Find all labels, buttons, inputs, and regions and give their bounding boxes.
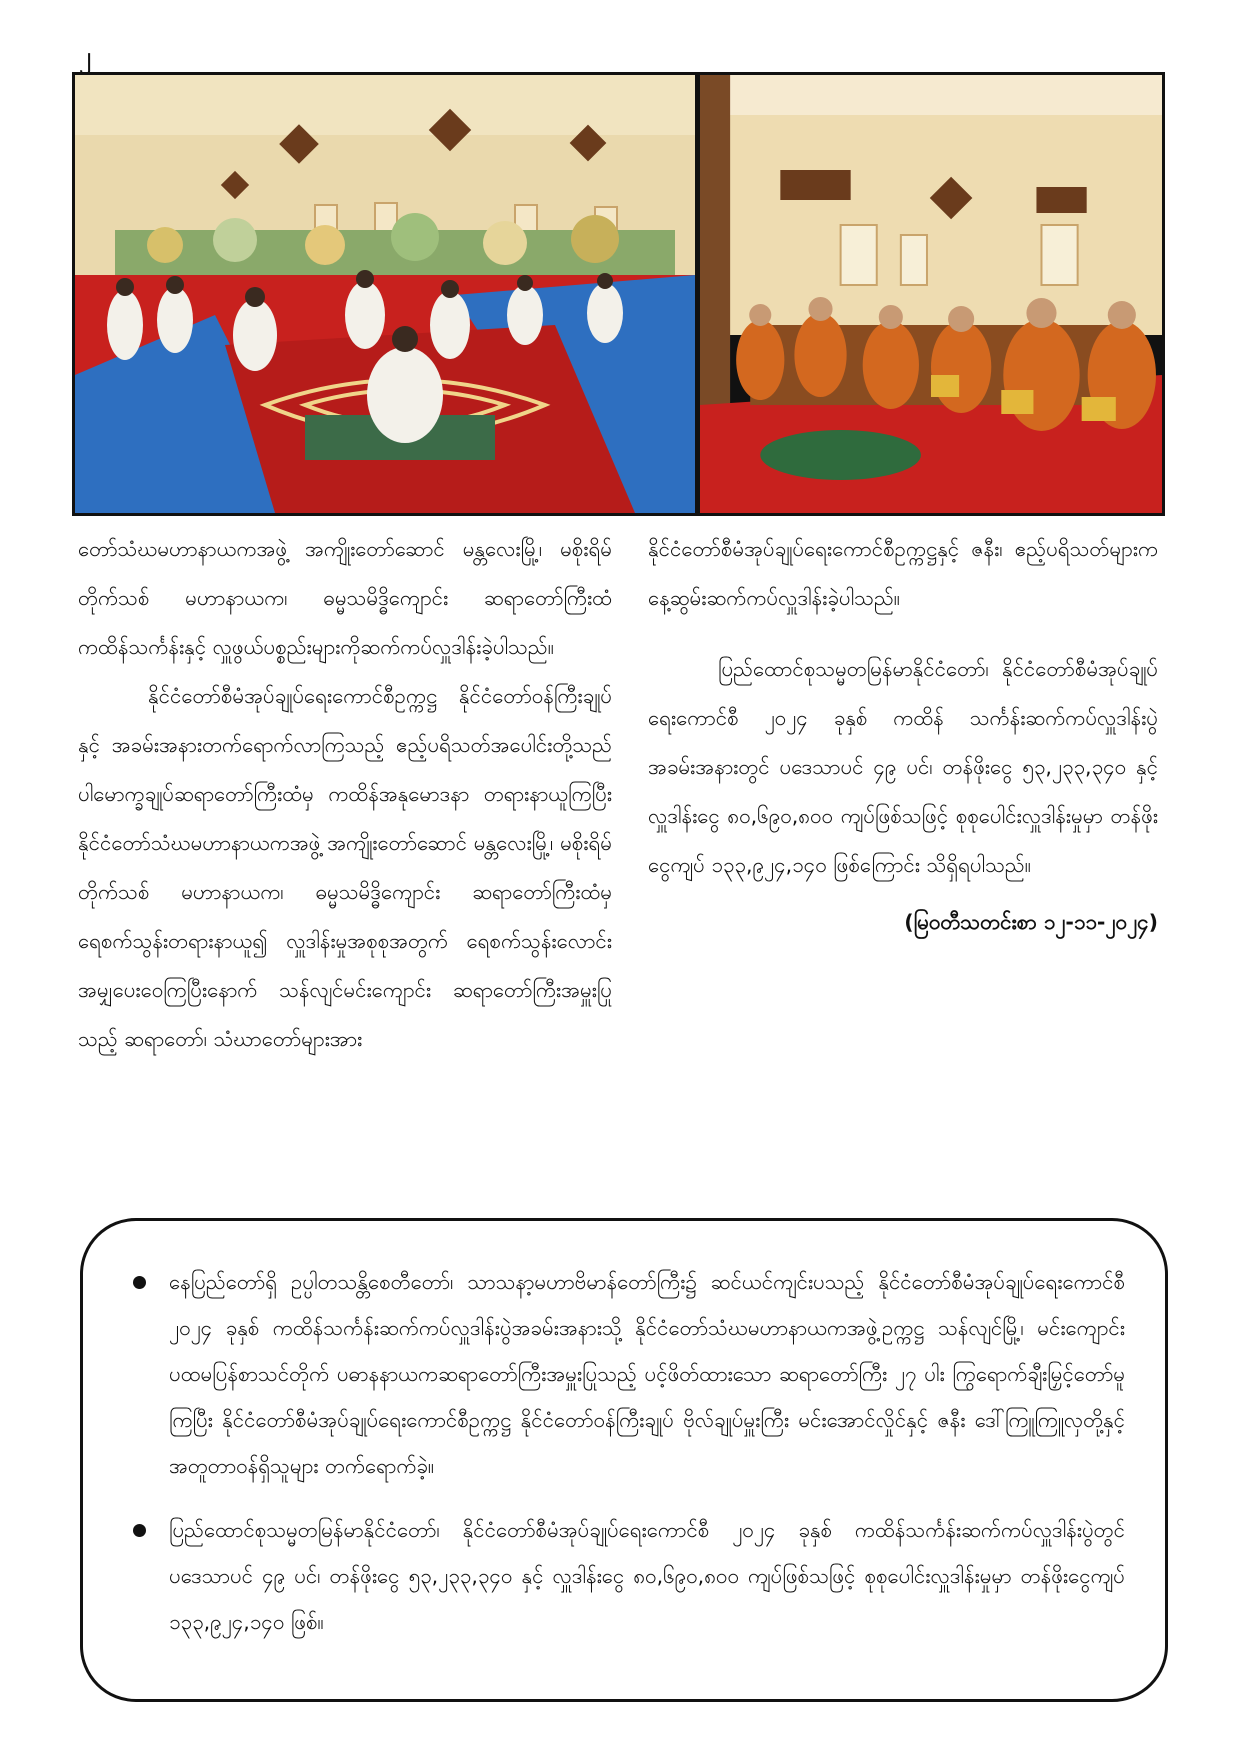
photo-strip (72, 72, 1165, 516)
photo-monks-seated-image (700, 75, 1162, 513)
page-number: ၂ (79, 42, 91, 70)
summary-box (80, 1218, 1168, 1702)
summary-item (133, 1507, 1125, 1645)
photo-ceremony-hall-attendees-image (75, 75, 695, 513)
bullet-icon (133, 1524, 146, 1537)
summary-item (133, 1259, 1125, 1489)
summary-list (133, 1259, 1125, 1645)
article-paragraph: နိုင်ငံတော်စီမံအုပ်ချုပ်ရေးကောင်စီဥက္ကဋ္ဌနှင့် ဇနီး၊ ဧည့်ပရိသတ်များက နေ့ဆွမ်းဆက်ကပ်လှူဒါန်းခဲ့ပါသည်။ (648, 537, 1158, 610)
article-paragraph: နိုင်ငံတော်စီမံအုပ်ချုပ်ရေးကောင်စီဥက္ကဋ္ဌ နိုင်ငံတော်ဝန်ကြီးချုပ်နှင့် အခမ်းအနားတက်ရောက်လာကြသည့် ဧည့်ပရိသတ်အပေါင်းတို့သည် ပါမောက္ခချုပ်ဆရာတော်ကြီးထံမှ ကထိန်အနုမောဒနာ တရားနာယူကြပြီး နိုင်ငံတော်သံဃမဟာနာယကအဖွဲ့ အကျိုးတော်ဆောင် မန္တလေးမြို့၊ မစိုးရိမ်တိုက်သစ် မဟာနာယက၊ ဓမ္မသမိဒ္ဓိကျောင်း ဆရာတော်ကြီးထံမှ ရေစက်သွန်းတရားနာယူ၍ လှူဒါန်းမှုအစုစုအတွက် ရေစက်သွန်းလောင်းအမျှပေးဝေကြပြီးနောက် သန်လျင်မင်းကျောင်း ဆရာတော်ကြီးအမှူးပြုသည့် ဆရာတော်၊ သံဃာတော်များအား (78, 684, 612, 1051)
source-citation: (မြဝတီသတင်းစာ ၁၂-၁၁-၂၀၂၄) (904, 910, 1158, 934)
bullet-icon (133, 1276, 146, 1289)
article-paragraph: တော်သံဃမဟာနာယကအဖွဲ့ အကျိုးတော်ဆောင် မန္တလေးမြို့၊ မစိုးရိမ်တိုက်သစ် မဟာနာယက၊ ဓမ္မသမိဒ္ဓိကျောင်း ဆရာတော်ကြီးထံ ကထိန်သင်္ကန်းနှင့် လှူဖွယ်ပစ္စည်းများကိုဆက်ကပ်လှူဒါန်းခဲ့ပါသည်။ (78, 537, 612, 659)
summary-item-text: နေပြည်တော်ရှိ ဥပ္ပါတသန္တိစေတီတော်၊ သာသနာ့မဟာဗိမာန်တော်ကြီး၌ ဆင်ယင်ကျင်းပသည့် နိုင်ငံတော်စီမံအုပ်ချုပ်ရေးကောင်စီ ၂၀၂၄ ခုနှစ် ကထိန်သင်္ကန်းဆက်ကပ်လှူဒါန်းပွဲအခမ်းအနားသို့ နိုင်ငံတော်သံဃမဟာနာယကအဖွဲ့ဥက္ကဋ္ဌ သန်လျင်မြို့၊ မင်းကျောင်းပထမပြန်စာသင်တိုက် ပဓာနနာယကဆရာတော်ကြီးအမှူးပြုသည့် ပင့်ဖိတ်ထားသော ဆရာတော်ကြီး ၂၇ ပါး ကြွရောက်ချီးမြှင့်တော်မူကြပြီး နိုင်ငံတော်စီမံအုပ်ချုပ်ရေးကောင်စီဥက္ကဋ္ဌ နိုင်ငံတော်ဝန်ကြီးချုပ် ဗိုလ်ချုပ်မှူးကြီး မင်းအောင်လှိုင်နှင့် ဇနီး ဒေါ်ကြူကြူလှတို့နှင့်အတူတာဝန်ရှိသူများ တက်ရောက်ခဲ့။ (169, 1270, 1125, 1478)
article-right-column (648, 525, 1158, 947)
photo-monks-seated (700, 75, 1162, 513)
article-left-column (78, 525, 612, 1064)
photo-ceremony-hall-attendees (75, 75, 695, 513)
article-paragraph: ပြည်ထောင်စုသမ္မတမြန်မာနိုင်ငံတော်၊ နိုင်ငံတော်စီမံအုပ်ချုပ်ရေးကောင်စီ ၂၀၂၄ ခုနှစ် ကထိန် သင်္ကန်းဆက်ကပ်လှူဒါန်းပွဲအခမ်းအနားတွင် ပဒေသာပင် ၄၉ ပင်၊ တန်ဖိုးငွေ ၅၃,၂၃၃,၃၄၀ နှင့် လှူဒါန်းငွေ ၈၀,၆၉၀,၈၀၀ ကျပ်ဖြစ်သဖြင့် စုစုပေါင်းလှူဒါန်းမှုမှာ တန်ဖိုးငွေကျပ် ၁၃၃,၉၂၄,၁၄၀ ဖြစ်ကြောင်း သိရှိရပါသည်။ (648, 657, 1158, 877)
summary-item-text: ပြည်ထောင်စုသမ္မတမြန်မာနိုင်ငံတော်၊ နိုင်ငံတော်စီမံအုပ်ချုပ်ရေးကောင်စီ ၂၀၂၄ ခုနှစ် ကထိန်သင်္ကန်းဆက်ကပ်လှူဒါန်းပွဲတွင် ပဒေသာပင် ၄၉ ပင်၊ တန်ဖိုးငွေ ၅၃,၂၃၃,၃၄၀ နှင့် လှူဒါန်းငွေ ၈၀,၆၉၀,၈၀၀ ကျပ်ဖြစ်သဖြင့် စုစုပေါင်းလှူဒါန်းမှုမှာ တန်ဖိုးငွေကျပ် ၁၃၃,၉၂၄,၁၄၀ ဖြစ်။ (169, 1518, 1125, 1634)
